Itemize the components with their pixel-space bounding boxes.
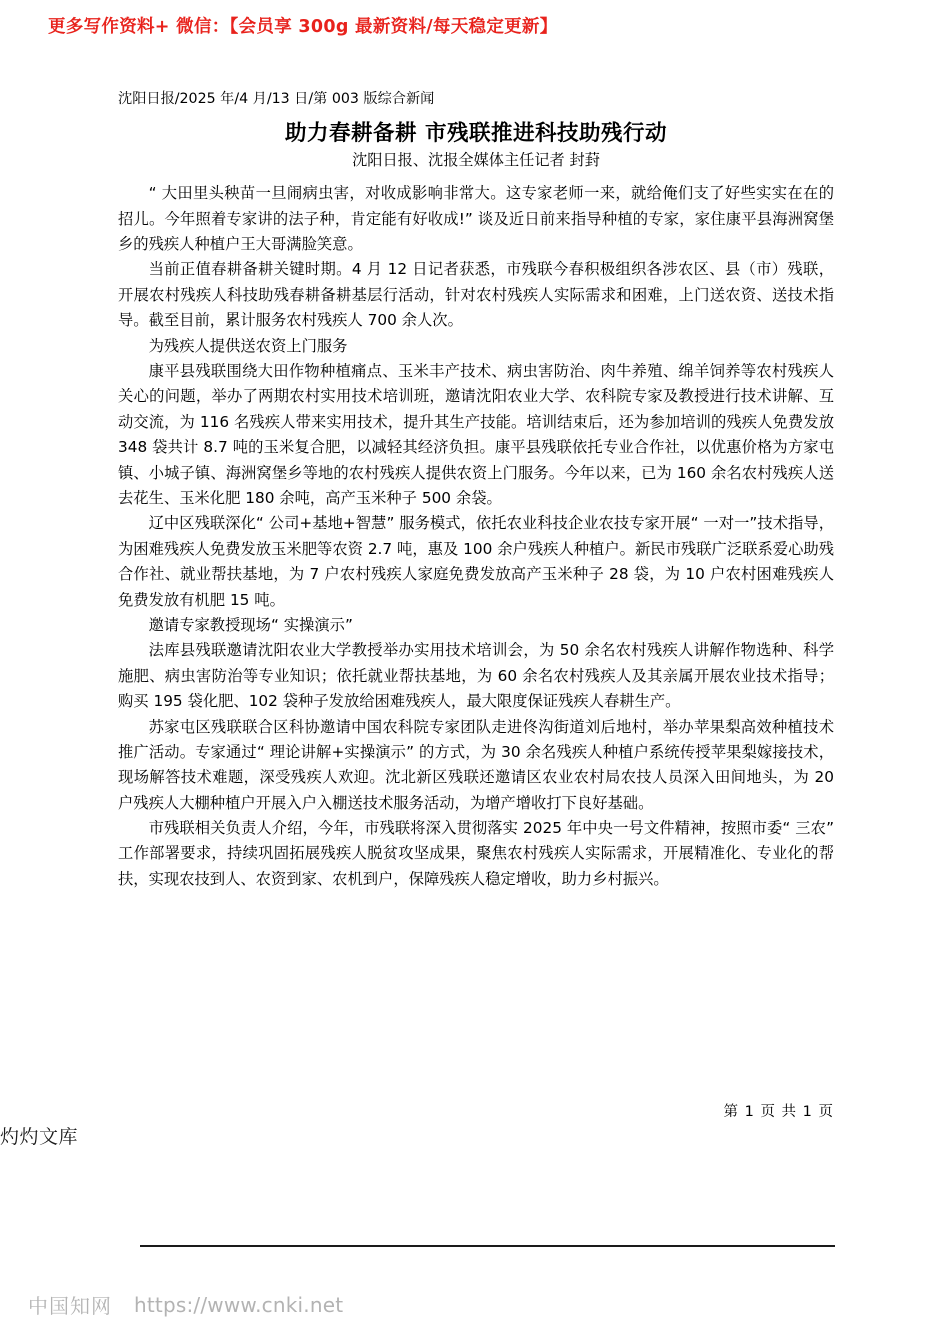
para-sujiatun: 苏家屯区残联联合区科协邀请中国农科院专家团队走进佟沟街道刘后地村，举办苹果梨高效种植技术推广活动。专家通过“ 理论讲解+实操演示” 的方式，为 30 余名残疾人种植户系统传授苹果梨嫁接技术，现场解答技术难题，深受残疾人欢迎。沈北新区残联还邀请区农业农村局农技人员深入田间地头，为 20 户残疾人大棚种植户开展入户入棚送技术服务活动，为增产增收打下良好基础。: [118, 717, 834, 812]
cnki-name-label: 中国知网: [28, 1294, 112, 1318]
document-body: [118, 88, 834, 892]
cnki-watermark: [28, 1290, 343, 1319]
para-subhead-1: 为残疾人提供送农资上门服务: [148, 336, 348, 355]
newspaper-source-line: 沈阳日报/2025 年/4 月/13 日/第 003 版综合新闻: [118, 91, 435, 107]
footer-divider: [140, 1245, 835, 1247]
cnki-url-label: https://www.cnki.net: [134, 1292, 344, 1317]
para-subhead-2: 邀请专家教授现场“ 实操演示”: [148, 615, 353, 634]
promo-banner: 更多写作资料+ 微信：【会员享 300g 最新资料/每天稳定更新】: [48, 17, 558, 37]
para-kangping: 康平县残联围绕大田作物种植痛点、玉米丰产技术、病虫害防治、肉牛养殖、绵羊饲养等农村残疾人关心的问题，举办了两期农村实用技术培训班，邀请沈阳农业大学、农科院专家及教授进行技术讲解、互动交流，为 116 名残疾人带来实用技术，提升其生产技能。培训结束后，还为参加培训的残疾人免费发放 348 袋共计 8.7 吨的玉米复合肥，以减轻其经济负担。康平县残联依托专业合作社，以优惠价格为方家屯镇、小城子镇、海洲窝堡乡等地的农村残疾人提供农资上门服务。今年以来，已为 160 余名农村残疾人送去花生、玉米化肥 180 余吨，高产玉米种子 500 余袋。: [118, 362, 834, 507]
para-faku: 法库县残联邀请沈阳农业大学教授举办实用技术培训会，为 50 余名农村残疾人讲解作物选种、科学施肥、病虫害防治等专业知识；依托就业帮扶基地，为 60 余名农村残疾人及其亲属开展农业技术指导；购买 195 袋化肥、102 袋种子发放给困难残疾人，最大限度保证残疾人春耕生产。: [118, 641, 834, 711]
page-number: 第 1 页 共 1 页: [723, 1104, 834, 1120]
para-liaozhong: 辽中区残联深化“ 公司+基地+智慧” 服务模式，依托农业科技企业农技专家开展“ 一对一”技术指导，为困难残疾人免费发放玉米肥等农资 2.7 吨，惠及 100 余户残疾人种植户。新民市残联广泛联系爱心助残合作社、就业帮扶基地，为 7 户农村残疾人家庭免费发放高产玉米种子 28 袋，为 10 户农村困难残疾人免费发放有机肥 15 吨。: [118, 514, 834, 609]
article-byline: 沈阳日报、沈报全媒体主任记者 封葑: [352, 151, 600, 170]
para-quote-lead: “ 大田里头秧苗一旦闹病虫害，对收成影响非常大。这专家老师一来，就给俺们支了好些实实在在的招儿。今年照着专家讲的法子种，肯定能有好收成!” 谈及近日前来指导种植的专家，家住康平县海洲窝堡乡的残疾人种植户王大哥满脸笑意。: [118, 184, 834, 254]
para-closing: 市残联相关负责人介绍，今年，市残联将深入贯彻落实 2025 年中央一号文件精神，按照市委“ 三农” 工作部署要求，持续巩固拓展残疾人脱贫攻坚成果，聚焦农村残疾人实际需求，开展精准化、专业化的帮扶，实现农技到人、农资到家、农机到户，保障残疾人稳定增收，助力乡村振兴。: [118, 819, 834, 888]
library-watermark: 灼灼文库: [0, 1126, 79, 1148]
page-title: 助力春耕备耕 市残联推进科技助残行动: [285, 121, 667, 146]
article-paragraphs: [118, 181, 834, 892]
para-overview: 当前正值春耕备耕关键时期。4 月 12 日记者获悉，市残联今春积极组织各涉农区、县（市）残联，开展农村残疾人科技助残春耕备耕基层行活动，针对农村残疾人实际需求和困难，上门送农资、送技术指导。截至目前，累计服务农村残疾人 700 余人次。: [118, 260, 834, 330]
